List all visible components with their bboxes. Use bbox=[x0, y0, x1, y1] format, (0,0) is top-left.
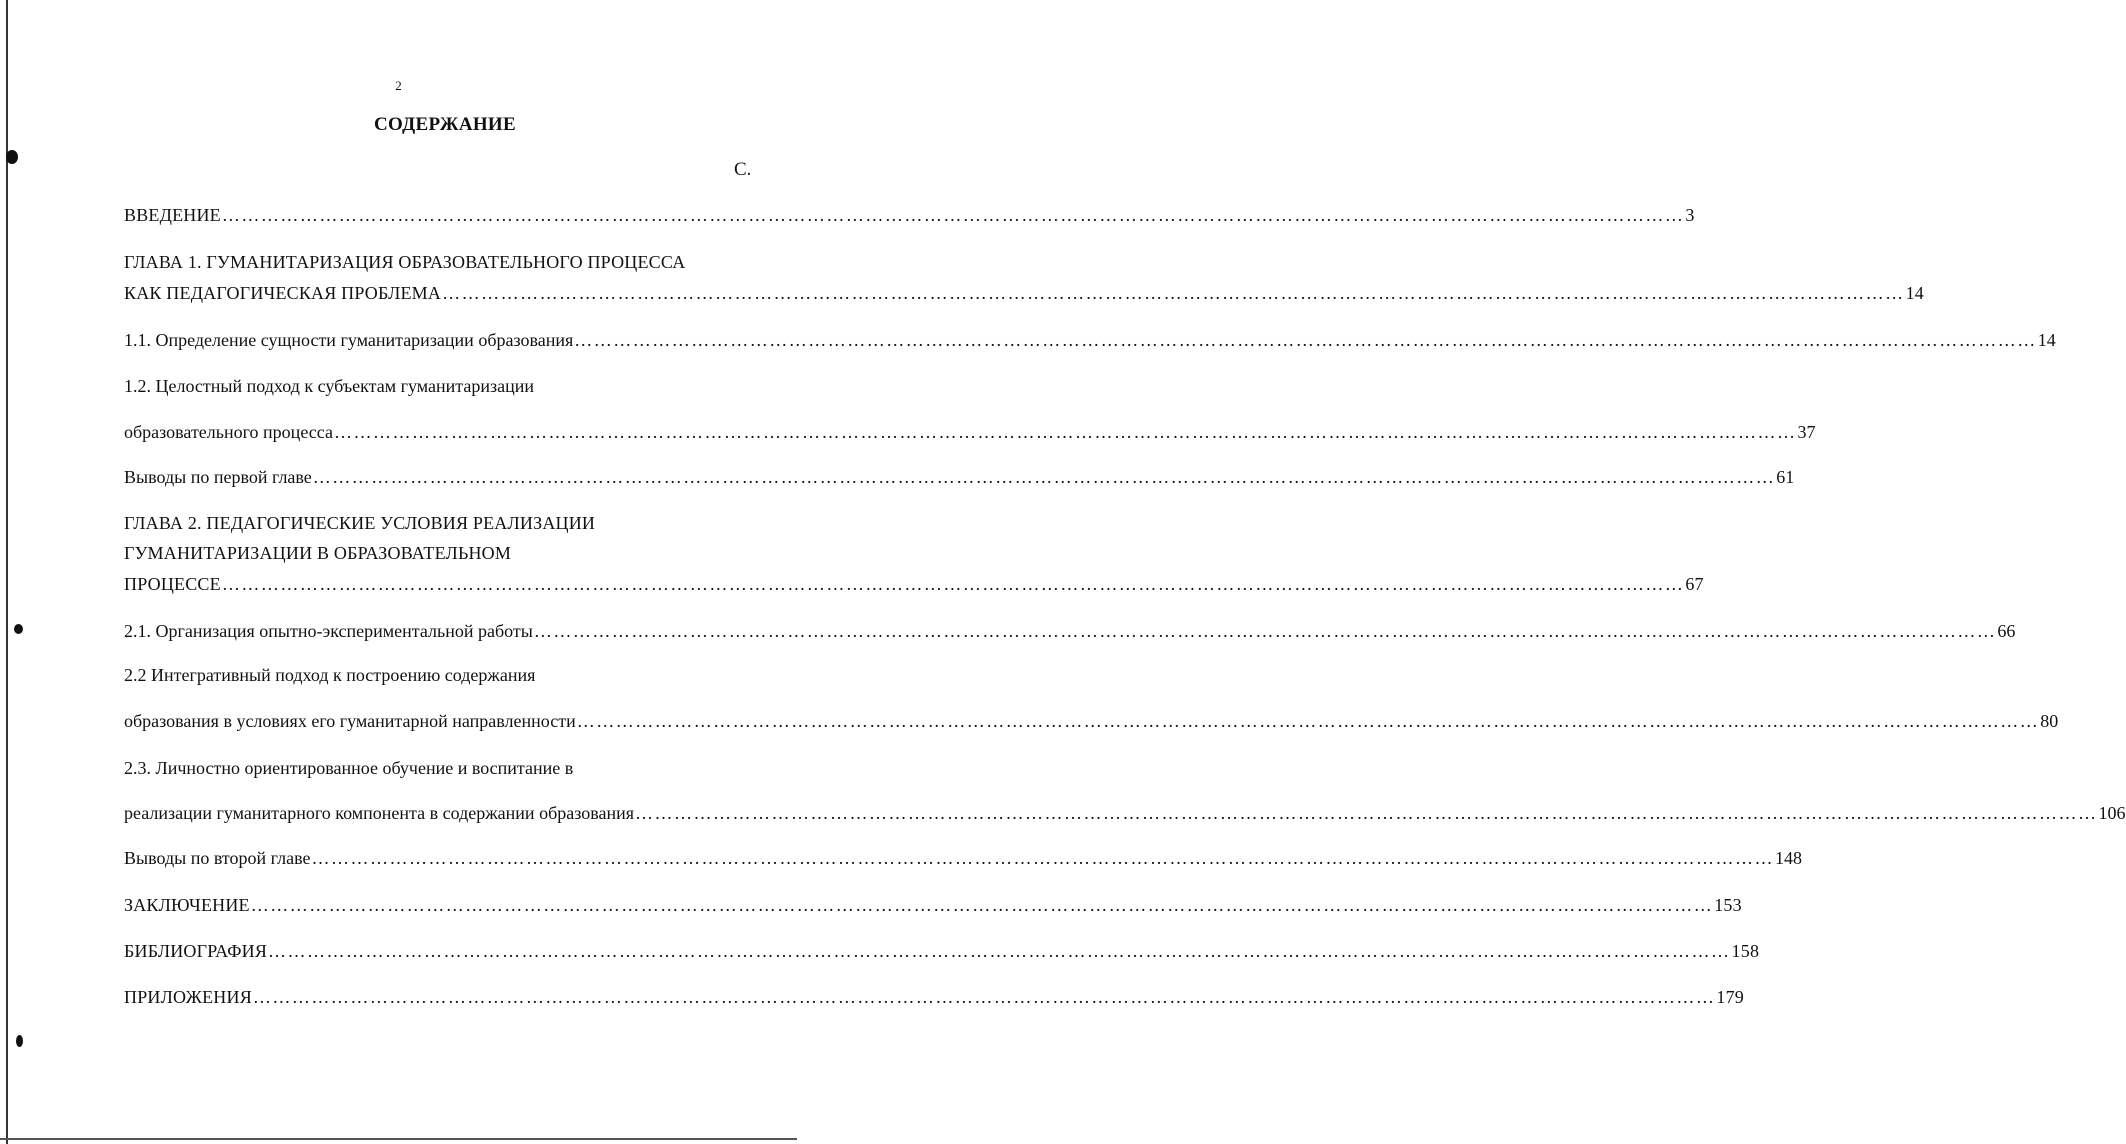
toc-entry-text: ПРОЦЕССЕ bbox=[124, 574, 221, 594]
leader-dots: ……………………………………………………………………………………………………………………………………………………………………………………………………… bbox=[221, 205, 1685, 225]
toc-entry bbox=[124, 573, 1704, 595]
leader-dots: ……………………………………………………………………………………………………………………………………………………………………………………………………… bbox=[333, 422, 1797, 442]
toc-entry-text: ГЛАВА 2. ПЕДАГОГИЧЕСКИЕ УСЛОВИЯ РЕАЛИЗАЦИИ bbox=[124, 513, 596, 533]
page-title: СОДЕРЖАНИЕ bbox=[374, 114, 516, 135]
scan-edge-left bbox=[6, 0, 8, 1144]
toc-entry-text: 1.1. Определение сущности гуманитаризации образования bbox=[124, 330, 574, 350]
toc-entry-text: БИБЛИОГРАФИЯ bbox=[124, 941, 268, 961]
toc-entry-text: 2.3. Личностно ориентированное обучение и воспитание в bbox=[124, 758, 574, 778]
toc-entry-text: КАК ПЕДАГОГИЧЕСКАЯ ПРОБЛЕМА bbox=[124, 283, 442, 303]
page-column-label: С. bbox=[734, 159, 752, 180]
leader-dots: ……………………………………………………………………………………………………………………………………………………………………………………………………… bbox=[268, 941, 1731, 961]
toc-entry-text: 2.1. Организация опытно-экспериментальной работы bbox=[124, 621, 533, 641]
toc-entry bbox=[124, 329, 2056, 351]
page-number: 2 bbox=[395, 78, 402, 93]
toc-entry-text: образования в условиях его гуманитарной направленности bbox=[124, 711, 576, 731]
toc-entry-page: 3 bbox=[1685, 205, 1695, 225]
leader-dots: ……………………………………………………………………………………………………………………………………………………………………………………………………… bbox=[574, 330, 2037, 350]
scan-edge-bottom bbox=[0, 1138, 797, 1140]
toc-entry bbox=[124, 512, 752, 534]
scan-mark bbox=[6, 150, 18, 164]
toc-entry bbox=[124, 802, 2126, 824]
leader-dots: ……………………………………………………………………………………………………………………………………………………………………………………………………… bbox=[221, 574, 1685, 594]
toc-entry-text: ЗАКЛЮЧЕНИЕ bbox=[124, 895, 250, 915]
toc-entry-text: образовательного процесса bbox=[124, 422, 333, 442]
toc-entry-text: ГУМАНИТАРИЗАЦИИ В ОБРАЗОВАТЕЛЬНОМ bbox=[124, 543, 512, 563]
toc-entry-text: 1.2. Целостный подход к субъектам гуманитаризации bbox=[124, 376, 534, 396]
toc-entry-page: 61 bbox=[1776, 467, 1795, 487]
leader-dots: ……………………………………………………………………………………………………………………………………………………………………………………………………… bbox=[442, 283, 1905, 303]
toc-entry bbox=[124, 847, 1802, 869]
toc-entry bbox=[124, 620, 2016, 642]
scan-mark bbox=[16, 1035, 23, 1047]
toc-entry-text: ПРИЛОЖЕНИЯ bbox=[124, 987, 252, 1007]
toc-entry-page: 158 bbox=[1731, 941, 1760, 961]
toc-entry-text: ГЛАВА 1. ГУМАНИТАРИЗАЦИЯ ОБРАЗОВАТЕЛЬНОГО ПРОЦЕССА bbox=[124, 252, 686, 272]
scan-mark bbox=[14, 624, 23, 634]
leader-dots: ……………………………………………………………………………………………………………………………………………………………………………………………………… bbox=[635, 803, 2098, 823]
toc-entry-page: 153 bbox=[1714, 895, 1742, 915]
toc-entry-page: 66 bbox=[1997, 621, 2016, 641]
toc-entry bbox=[124, 710, 2059, 732]
toc-entry-page: 106 bbox=[2098, 803, 2126, 823]
leader-dots: ……………………………………………………………………………………………………………………………………………………………………………………………………… bbox=[252, 987, 1716, 1007]
toc-entry bbox=[124, 204, 1695, 226]
toc-entry-page: 67 bbox=[1685, 574, 1704, 594]
leader-dots: ……………………………………………………………………………………………………………………………………………………………………………………………………… bbox=[533, 621, 1997, 641]
toc-entry-page: 80 bbox=[2040, 711, 2059, 731]
toc-entry bbox=[124, 986, 1745, 1008]
toc-entry-page: 14 bbox=[2037, 330, 2056, 350]
toc-entry-text: реализации гуманитарного компонента в содержании образования bbox=[124, 803, 635, 823]
toc-entry bbox=[124, 421, 1816, 443]
toc-entry-page: 148 bbox=[1774, 848, 1802, 868]
leader-dots: ……………………………………………………………………………………………………………………………………………………………………………………………………… bbox=[312, 467, 1776, 487]
toc-entry bbox=[124, 375, 752, 397]
leader-dots: ……………………………………………………………………………………………………………………………………………………………………………………………………… bbox=[576, 711, 2040, 731]
toc-entry-text: Выводы по первой главе bbox=[124, 467, 312, 487]
toc-entry bbox=[124, 282, 1924, 304]
toc-entry-text: 2.2 Интегративный подход к построению содержания bbox=[124, 665, 536, 685]
toc-entry bbox=[124, 894, 1742, 916]
toc-entry bbox=[124, 466, 1795, 488]
toc-entry-page: 14 bbox=[1905, 283, 1924, 303]
toc-entry bbox=[124, 251, 752, 273]
toc-entry bbox=[124, 542, 752, 564]
toc-entry-page: 179 bbox=[1716, 987, 1745, 1007]
leader-dots: ……………………………………………………………………………………………………………………………………………………………………………………………………… bbox=[311, 848, 1774, 868]
toc-entry-text: ВВЕДЕНИЕ bbox=[124, 205, 221, 225]
toc-entry bbox=[124, 757, 752, 779]
toc-entry-text: Выводы по второй главе bbox=[124, 848, 311, 868]
toc-entry bbox=[124, 940, 1760, 962]
toc-entry bbox=[124, 664, 752, 686]
toc-entry-page: 37 bbox=[1797, 422, 1816, 442]
leader-dots: ……………………………………………………………………………………………………………………………………………………………………………………………………… bbox=[250, 895, 1714, 915]
